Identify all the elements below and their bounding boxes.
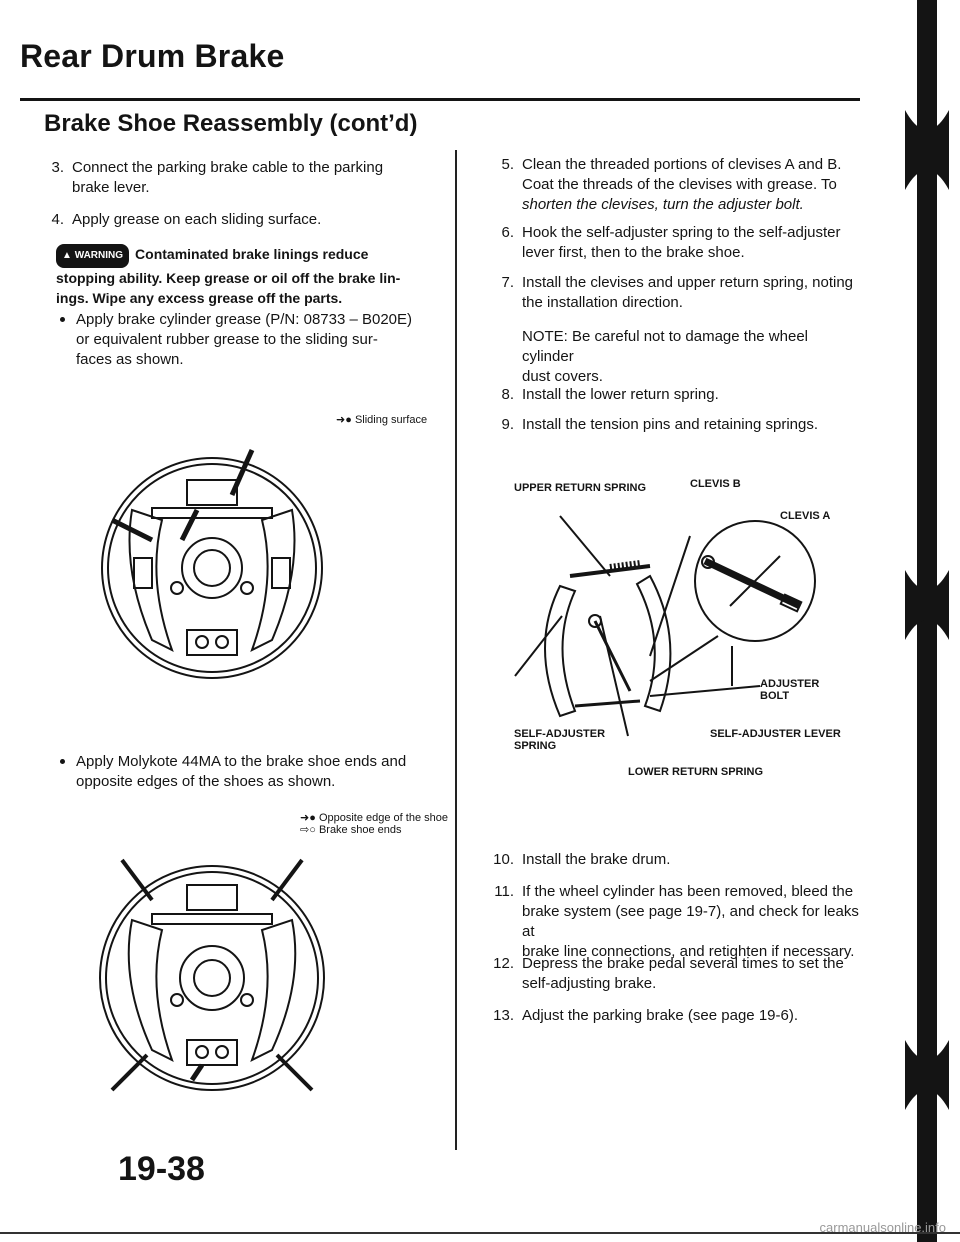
page-edge-binding [905, 0, 949, 1242]
label-text: BOLT [760, 690, 790, 702]
step-10 [490, 850, 860, 882]
step-text: Connect the parking brake cable to the parking [72, 159, 384, 176]
arrow-filled-icon: ➜● [300, 812, 316, 824]
step-text: Install the brake drum. [522, 851, 671, 868]
page-number: 19-38 [118, 1150, 205, 1188]
watermark: carmanualsonline.info [819, 1220, 946, 1235]
bullet-text: Apply Molykote 44MA to the brake shoe ends and [76, 753, 407, 770]
bullet-text: or equivalent rubber grease to the sliding sur- [76, 331, 378, 348]
warning-icon: ▲ [62, 250, 72, 261]
warning-text: Contaminated brake linings reduce [135, 246, 369, 262]
warning-badge [56, 244, 129, 268]
label-self-adjuster-lever: SELF-ADJUSTER LEVER [710, 728, 841, 740]
legend-sliding-surface [336, 414, 427, 426]
step-8 [490, 385, 860, 415]
step-9 [490, 415, 860, 439]
legend-molykote [300, 812, 448, 836]
footer-rule [0, 1232, 960, 1234]
label-clevis-b: CLEVIS B [690, 478, 741, 490]
arrow-icon: ➜● [336, 414, 352, 426]
step-11 [490, 882, 860, 960]
bullet-grease [76, 310, 446, 370]
column-divider [455, 150, 457, 1150]
label-clevis-a: CLEVIS A [780, 510, 831, 522]
step-number: 4. [51, 211, 64, 228]
header-rule [20, 98, 860, 101]
step-text: If the wheel cylinder has been removed, bleed the [522, 883, 854, 900]
label-upper-return-spring: UPPER RETURN SPRING [514, 482, 647, 494]
bullet-dot [60, 759, 65, 764]
step-text: Adjust the parking brake (see page 19-6). [522, 1007, 798, 1024]
step-text: Hook the self-adjuster spring to the self-adjuster [522, 224, 841, 241]
step-text: Install the lower return spring. [522, 386, 719, 403]
step-13 [490, 1006, 860, 1030]
step-text: Install the clevises and upper return spring, noting [522, 274, 854, 291]
page-subtitle: Brake Shoe Reassembly (cont’d) [44, 110, 418, 137]
legend-text: Sliding surface [354, 414, 428, 426]
step-text: Apply grease on each sliding surface. [72, 211, 322, 228]
step-text: Install the tension pins and retaining springs. [522, 416, 819, 433]
note-text: NOTE: Be careful not to damage the wheel cylinder [522, 328, 808, 365]
step-number: 3. [51, 159, 64, 176]
step-number: 9. [501, 416, 514, 433]
warning-block [56, 244, 436, 308]
bullet-text: Apply brake cylinder grease (P/N: 08733 – B020E) [76, 311, 413, 328]
bullet-text: opposite edges of the shoes as shown. [76, 773, 336, 790]
step-text: brake system (see page 19-7), and check for leaks at [522, 903, 859, 940]
step-text: brake line connections, and retighten if necessary. [522, 943, 855, 960]
step-text: brake lever. [72, 179, 150, 196]
step-number: 13. [493, 1007, 514, 1024]
step-4 [40, 210, 440, 230]
step-text: shorten the clevises, turn the adjuster bolt. [522, 196, 804, 213]
step-text: lever first, then to the brake shoe. [522, 244, 745, 261]
label-text: ADJUSTER [760, 678, 820, 690]
step-text: Coat the threads of the clevises with grease. To [522, 176, 837, 193]
brake-assembly-diagram-1 [92, 440, 332, 690]
step-12 [490, 954, 860, 1006]
legend-text: Brake shoe ends [318, 824, 402, 836]
step-7 [490, 273, 860, 321]
warning-badge-text: WARNING [74, 250, 124, 261]
label-lower-return-spring: LOWER RETURN SPRING [628, 766, 764, 778]
note [490, 327, 860, 385]
label-text: SPRING [514, 740, 557, 752]
step-number: 5. [501, 156, 514, 173]
brake-shoe-spring-diagram [500, 496, 860, 766]
step-number: 12. [493, 955, 514, 972]
bullet-dot [60, 317, 65, 322]
step-number: 11. [494, 883, 514, 900]
step-5 [490, 155, 860, 217]
section-title: Rear Drum Brake [20, 38, 285, 74]
step-number: 6. [501, 224, 514, 241]
steps-5-9 [490, 155, 860, 439]
step-3 [40, 158, 440, 198]
steps-10-13 [490, 850, 860, 1030]
brake-assembly-diagram-2 [92, 840, 332, 1100]
legend-text: Opposite edge of the shoe [318, 812, 448, 824]
arrow-hollow-icon: ⇨○ [300, 824, 316, 836]
bullet-molykote [76, 752, 446, 792]
bullet-text: faces as shown. [76, 351, 184, 368]
step-number: 10. [493, 851, 514, 868]
note-text: dust covers. [522, 368, 603, 385]
step-text: self-adjusting brake. [522, 975, 657, 992]
step-number: 7. [501, 274, 514, 291]
warning-text: stopping ability. Keep grease or oil off the brake lin- [56, 270, 401, 286]
label-text: SELF-ADJUSTER [514, 728, 606, 740]
step-6 [490, 223, 860, 273]
step-text: Depress the brake pedal several times to set the [522, 955, 844, 972]
step-number: 8. [501, 386, 514, 403]
step-text: the installation direction. [522, 294, 683, 311]
warning-text: ings. Wipe any excess grease off the parts. [56, 290, 343, 306]
step-text: Clean the threaded portions of clevises A and B. [522, 156, 842, 173]
